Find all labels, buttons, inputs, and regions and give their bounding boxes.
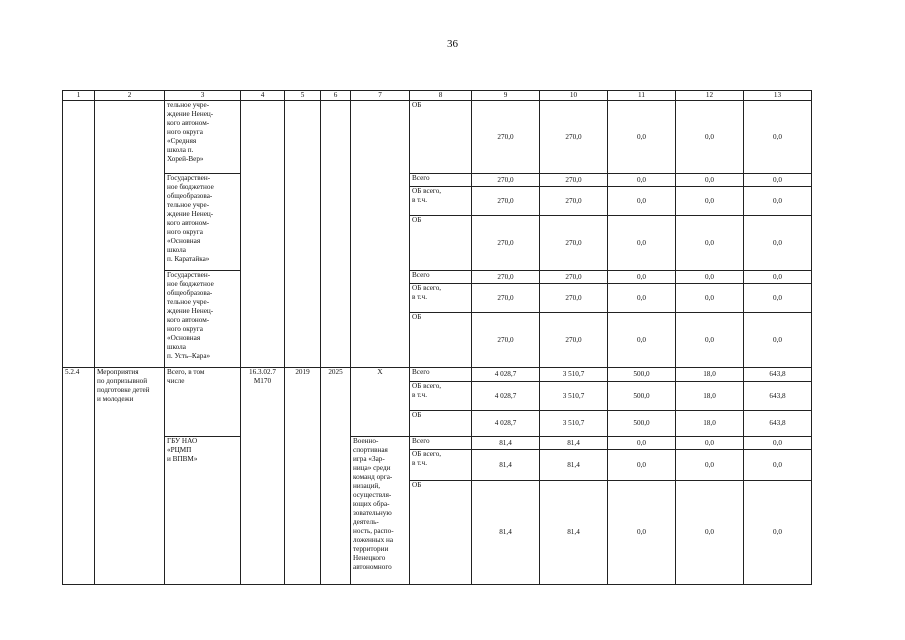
value-cell: 500,0: [608, 382, 676, 411]
column-header: 13: [744, 91, 812, 101]
value-cell: 0,0: [608, 216, 676, 271]
budget-code: 16.3.02.7 М170: [241, 368, 285, 585]
measure-name: Мероприятия по допризывной подготовке детей и молодежи: [95, 368, 165, 585]
value-cell: 4 028,7: [472, 368, 540, 382]
value-cell: 0,0: [676, 187, 744, 216]
value-cell: 270,0: [540, 271, 608, 284]
value-cell: 0,0: [744, 437, 812, 450]
value-cell: 4 028,7: [472, 411, 540, 437]
cell-empty: [241, 101, 285, 368]
column-header: 2: [95, 91, 165, 101]
column-header: 10: [540, 91, 608, 101]
value-cell: 3 510,7: [540, 411, 608, 437]
value-cell: 270,0: [540, 313, 608, 368]
funding-source: ОБ: [410, 216, 472, 271]
column-header: 3: [165, 91, 241, 101]
value-cell: 0,0: [744, 187, 812, 216]
value-cell: 0,0: [676, 313, 744, 368]
column-header: 9: [472, 91, 540, 101]
value-cell: 270,0: [472, 187, 540, 216]
value-cell: 18,0: [676, 368, 744, 382]
value-cell: 500,0: [608, 411, 676, 437]
value-cell: 0,0: [608, 187, 676, 216]
funding-source: ОБ: [410, 411, 472, 437]
column-header: 7: [351, 91, 410, 101]
funding-source: ОБ всего, в т.ч.: [410, 382, 472, 411]
funding-source: ОБ всего, в т.ч.: [410, 187, 472, 216]
value-cell: 0,0: [744, 101, 812, 174]
cell-empty: [321, 101, 351, 368]
value-cell: 643,8: [744, 382, 812, 411]
organization-name: Государствен- ное бюджетное общеобразова- тельное учре- ждение Ненец- кого автоном- ного округа «Основная школа п. Усть–Кара»: [165, 271, 241, 368]
funding-source: Всего: [410, 271, 472, 284]
organization-name: тельное учре- ждение Ненец- кого автоном- ного округа «Средняя школа п. Хорей-Вер»: [165, 101, 241, 174]
value-cell: 0,0: [744, 450, 812, 481]
value-cell: 0,0: [676, 481, 744, 585]
column-header: 12: [676, 91, 744, 101]
column-number-row: [63, 91, 812, 101]
event-description: Военно- спортивная игра «Зар- ница» среди команд орга- низаций, осуществля- ющих обра- зовательную деятель- ность, распо- ложенных на территории Ненецкого автономного: [351, 437, 410, 585]
value-cell: 3 510,7: [540, 368, 608, 382]
value-cell: 270,0: [472, 284, 540, 313]
table-row: [63, 437, 812, 450]
column-header: 4: [241, 91, 285, 101]
value-cell: 18,0: [676, 411, 744, 437]
start-year: 2019: [285, 368, 321, 585]
value-cell: 18,0: [676, 382, 744, 411]
value-cell: 270,0: [540, 187, 608, 216]
value-cell: 0,0: [608, 437, 676, 450]
table-row: [63, 101, 812, 174]
organization-name: ГБУ НАО «РЦМП и ВПВМ»: [165, 437, 241, 585]
result-placeholder: Х: [351, 368, 410, 437]
cell-empty: [95, 101, 165, 368]
column-header: 8: [410, 91, 472, 101]
value-cell: 0,0: [608, 284, 676, 313]
value-cell: 643,8: [744, 411, 812, 437]
value-cell: 500,0: [608, 368, 676, 382]
value-cell: 270,0: [540, 216, 608, 271]
program-table: [62, 90, 812, 585]
value-cell: 0,0: [744, 216, 812, 271]
value-cell: 0,0: [676, 437, 744, 450]
value-cell: 81,4: [472, 450, 540, 481]
value-cell: 81,4: [472, 437, 540, 450]
value-cell: 270,0: [472, 101, 540, 174]
value-cell: 270,0: [540, 174, 608, 187]
funding-source: ОБ: [410, 481, 472, 585]
cell-empty: [63, 101, 95, 368]
value-cell: 0,0: [608, 174, 676, 187]
funding-source: Всего: [410, 437, 472, 450]
value-cell: 270,0: [472, 313, 540, 368]
table-row: [63, 174, 812, 187]
value-cell: 81,4: [540, 437, 608, 450]
value-cell: 270,0: [472, 216, 540, 271]
value-cell: 270,0: [472, 174, 540, 187]
column-header: 6: [321, 91, 351, 101]
value-cell: 270,0: [540, 101, 608, 174]
value-cell: 81,4: [540, 481, 608, 585]
value-cell: 0,0: [744, 284, 812, 313]
funding-source: Всего: [410, 174, 472, 187]
value-cell: 643,8: [744, 368, 812, 382]
value-cell: 0,0: [676, 271, 744, 284]
value-cell: 0,0: [676, 216, 744, 271]
value-cell: 0,0: [676, 450, 744, 481]
funding-source: Всего: [410, 368, 472, 382]
value-cell: 0,0: [744, 313, 812, 368]
value-cell: 0,0: [608, 271, 676, 284]
table-row: [63, 271, 812, 284]
value-cell: 0,0: [676, 174, 744, 187]
item-number: 5.2.4: [63, 368, 95, 585]
value-cell: 0,0: [608, 313, 676, 368]
column-header: 5: [285, 91, 321, 101]
cell-empty: [285, 101, 321, 368]
page-number: 36: [447, 38, 458, 50]
organization-name: Государствен- ное бюджетное общеобразова- тельное учре- ждение Ненец- кого автоном- ного округа «Основная школа п. Каратайка»: [165, 174, 241, 271]
cell-empty: [351, 101, 410, 368]
end-year: 2025: [321, 368, 351, 585]
funding-source: ОБ: [410, 313, 472, 368]
value-cell: 81,4: [540, 450, 608, 481]
value-cell: 0,0: [608, 481, 676, 585]
value-cell: 0,0: [676, 101, 744, 174]
value-cell: 81,4: [472, 481, 540, 585]
value-cell: 4 028,7: [472, 382, 540, 411]
value-cell: 270,0: [472, 271, 540, 284]
value-cell: 0,0: [608, 101, 676, 174]
value-cell: 0,0: [744, 481, 812, 585]
table-row: [63, 368, 812, 382]
value-cell: 0,0: [744, 271, 812, 284]
funding-source: ОБ всего, в т.ч.: [410, 284, 472, 313]
column-header: 11: [608, 91, 676, 101]
value-cell: 0,0: [744, 174, 812, 187]
value-cell: 3 510,7: [540, 382, 608, 411]
funding-source: ОБ: [410, 101, 472, 174]
funding-source: ОБ всего, в т.ч.: [410, 450, 472, 481]
value-cell: 0,0: [608, 450, 676, 481]
column-header: 1: [63, 91, 95, 101]
value-cell: 270,0: [540, 284, 608, 313]
executor-total: Всего, в том числе: [165, 368, 241, 437]
value-cell: 0,0: [676, 284, 744, 313]
